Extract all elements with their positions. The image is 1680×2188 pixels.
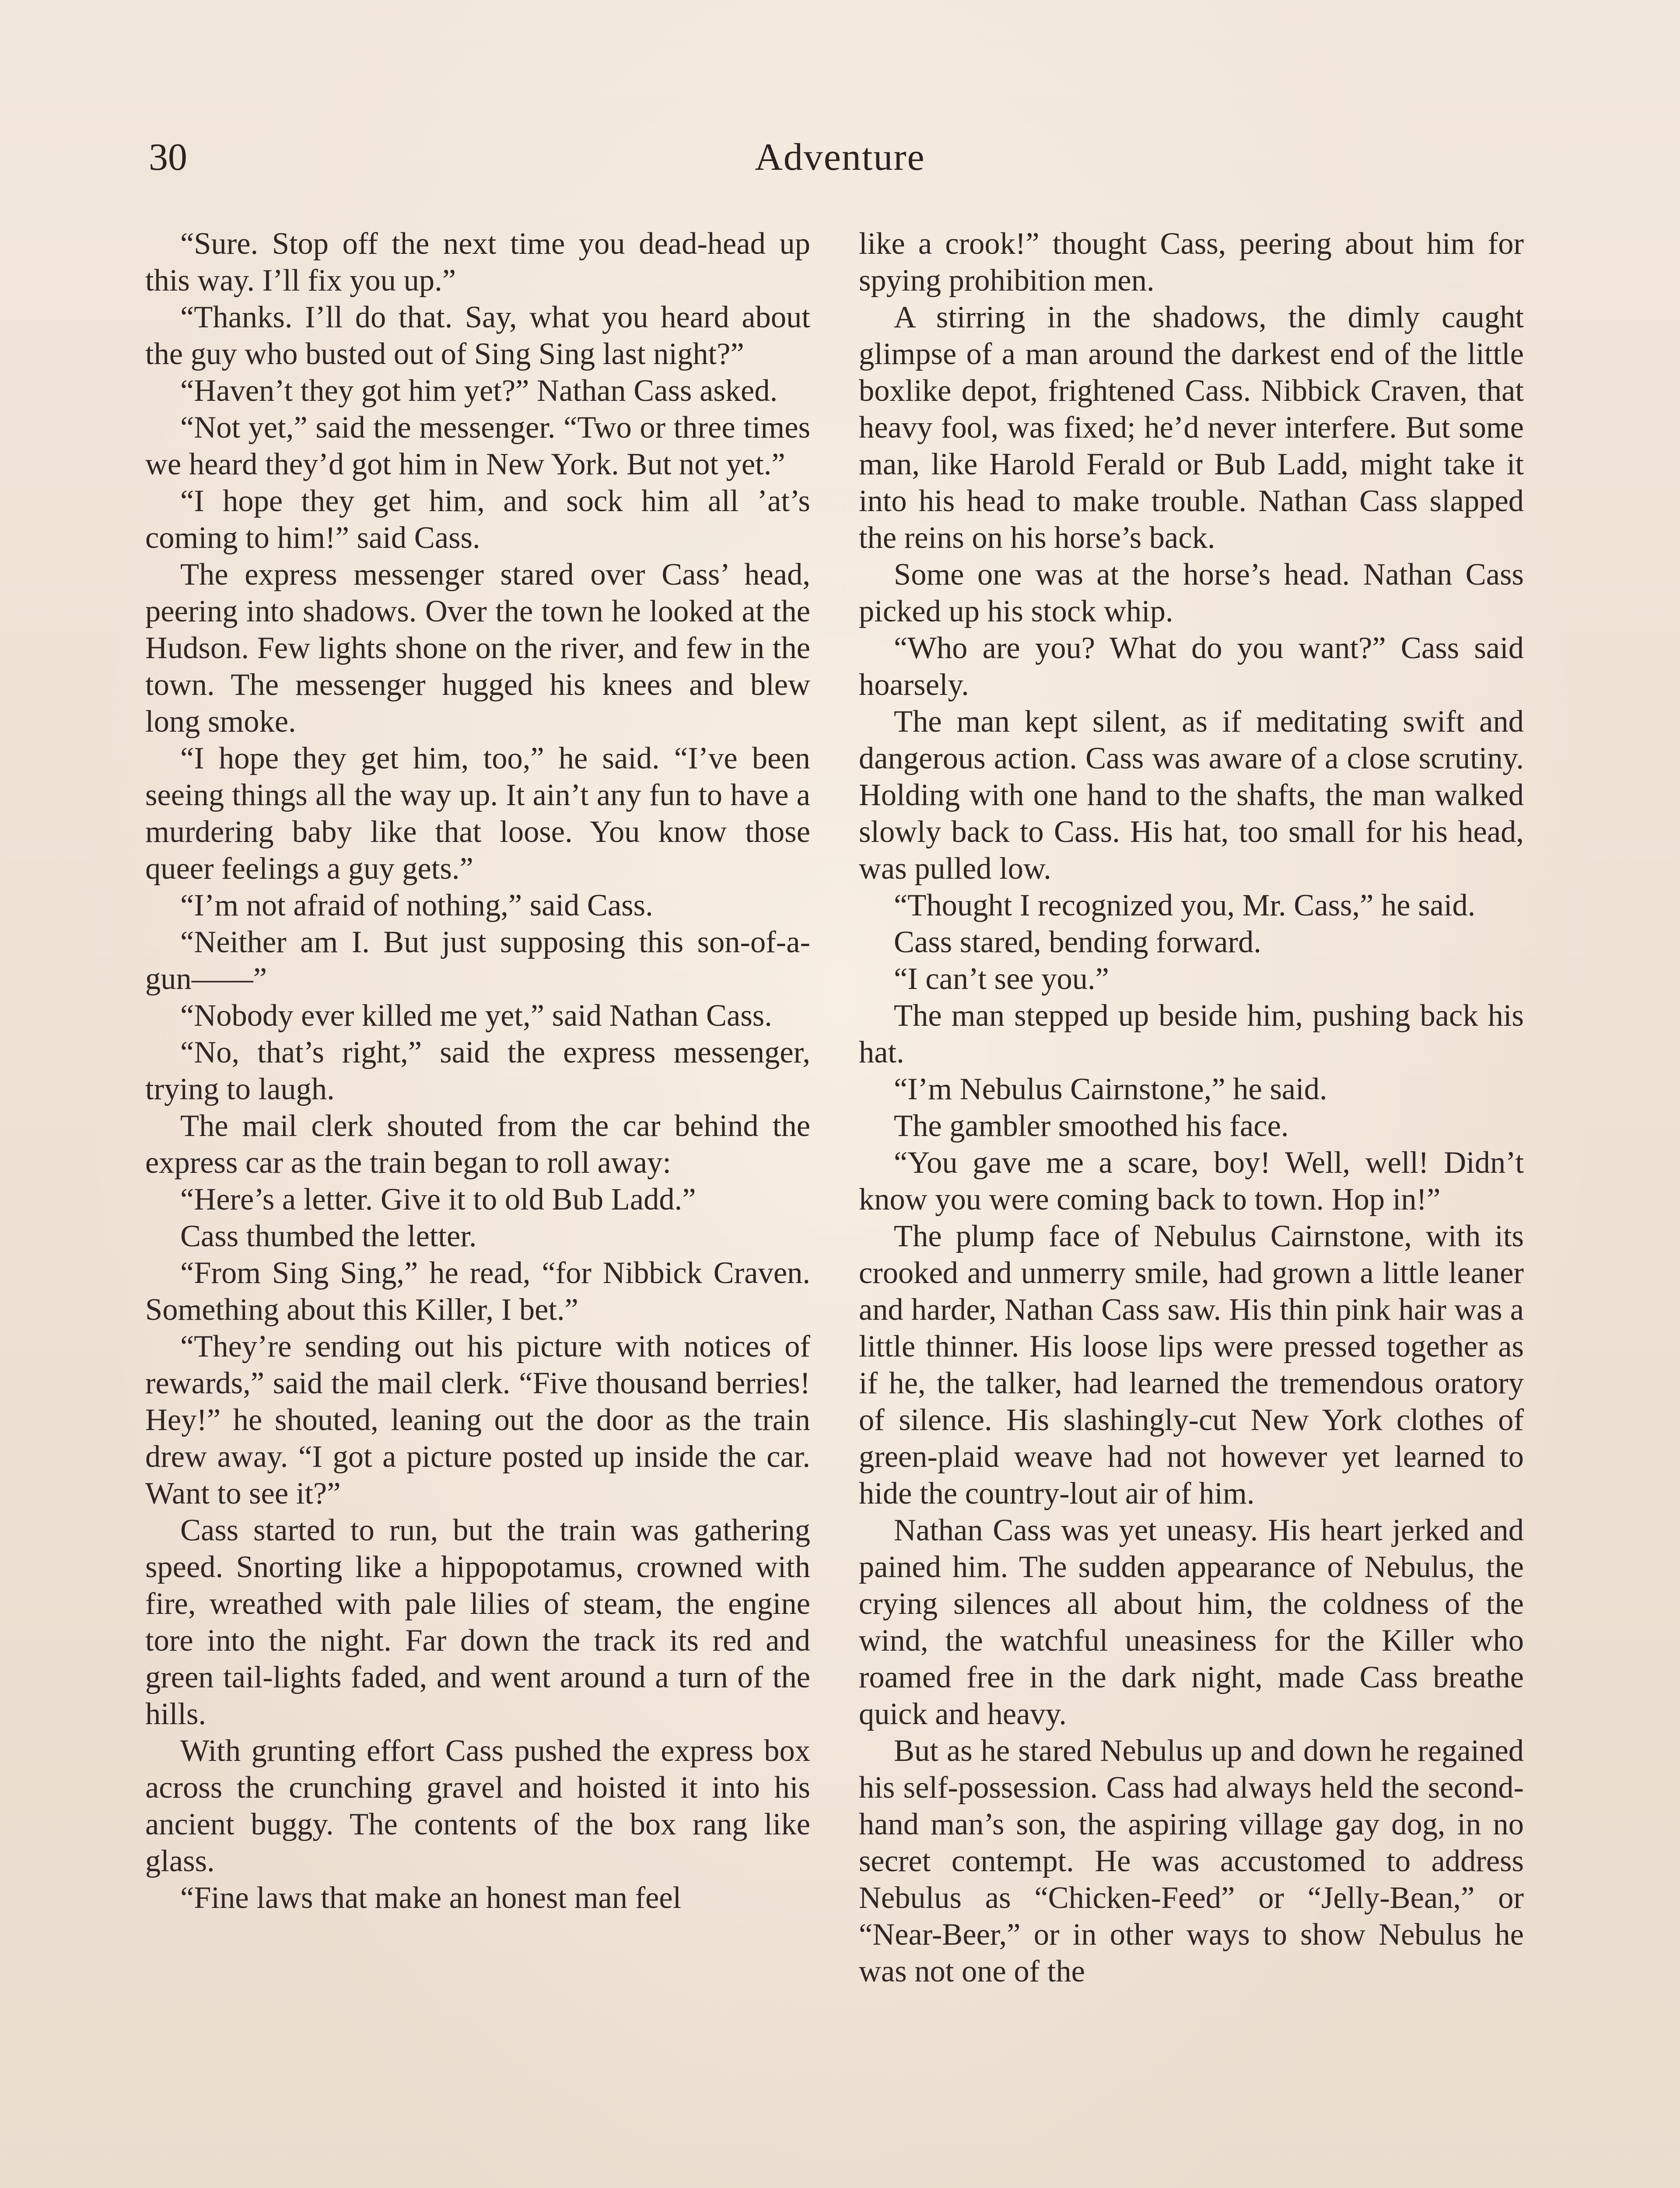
page-number: 30 [149, 136, 187, 179]
paragraph: The express messenger stared over Cass’ head, peering into shadows. Over the town he looked at the Hudson. Few lights shone on the river, and few in the town. The messenger hugged his knees and blew long smoke. [145, 558, 810, 739]
paragraph: “Here’s a letter. Give it to old Bub Ladd.” [180, 1182, 696, 1217]
paragraph: Cass stared, bending forward. [894, 925, 1261, 959]
paragraph: “Thought I recognized you, Mr. Cass,” he said. [894, 888, 1476, 922]
paragraph: The man kept silent, as if meditating swift and dangerous action. Cass was aware of a close scrutiny. Holding with one hand to the shafts, the man walked slowly back to Cass. His hat, too small for his head, was pulled low. [859, 705, 1524, 886]
paragraph: “Nobody ever killed me yet,” said Nathan Cass. [180, 999, 772, 1033]
paragraph: “From Sing Sing,” he read, “for Nibbick Craven. Something about this Killer, I bet.” [145, 1256, 810, 1327]
paragraph: “Neither am I. But just supposing this son-of-a-gun——” [145, 925, 810, 996]
paragraph: Cass started to run, but the train was gathering speed. Snorting like a hippopotamus, crowned with fire, wreathed with pale lilies of steam, the engine tore into the night. Far down the track its red and green tail-lights faded, and went around a turn of the hills. [145, 1513, 810, 1731]
paragraph: The gambler smoothed his face. [894, 1109, 1289, 1143]
paragraph: “Fine laws that make an honest man feel [180, 1881, 682, 1915]
paragraph: “Sure. Stop off the next time you dead-head up this way. I’ll fix you up.” [145, 227, 810, 298]
paragraph: “I hope they get him, too,” he said. “I’ve been seeing things all the way up. It ain’t any fun to have a murdering baby like that loose. You know those queer feelings a guy gets.” [145, 741, 810, 886]
magazine-title: Adventure [755, 136, 925, 179]
page-header [149, 131, 1531, 184]
paragraph: “Thanks. I’ll do that. Say, what you heard about the guy who busted out of Sing Sing last night?” [145, 300, 810, 371]
paragraph: “They’re sending out his picture with notices of rewards,” said the mail clerk. “Five thousand berries! Hey!” he shouted, leaning out the door as the train drew away. “I got a picture posted up inside the car. Want to see it?” [145, 1329, 810, 1511]
paragraph: “I can’t see you.” [894, 962, 1109, 996]
paragraph: The man stepped up beside him, pushing back his hat. [859, 999, 1524, 1069]
paragraph: Nathan Cass was yet uneasy. His heart jerked and pained him. The sudden appearance of Nebulus, the crying silences all about him, the coldness of the wind, the watchful uneasiness for the Killer who roamed free in the dark night, made Cass breathe quick and heavy. [859, 1513, 1524, 1731]
paragraph: With grunting effort Cass pushed the express box across the crunching gravel and hoisted it into his ancient buggy. The contents of the box rang like glass. [145, 1734, 810, 1878]
paragraph: “Haven’t they got him yet?” Nathan Cass asked. [180, 374, 778, 408]
paragraph: “Who are you? What do you want?” Cass said hoarsely. [859, 631, 1524, 702]
paragraph: Cass thumbed the letter. [180, 1219, 477, 1253]
paragraph: “I’m Nebulus Cairnstone,” he said. [894, 1072, 1327, 1106]
paragraph: “You gave me a scare, boy! Well, well! Didn’t know you were coming back to town. Hop in!” [859, 1146, 1524, 1217]
paragraph: like a crook!” thought Cass, peering about him for spying prohibition men. [859, 227, 1524, 298]
left-text-column [145, 225, 810, 1916]
paragraph: “No, that’s right,” said the express messenger, trying to laugh. [145, 1035, 810, 1106]
paragraph: The mail clerk shouted from the car behind the express car as the train began to roll away: [145, 1109, 810, 1180]
paragraph: “I hope they get him, and sock him all ’at’s coming to him!” said Cass. [145, 484, 810, 555]
paragraph: “I’m not afraid of nothing,” said Cass. [180, 888, 653, 922]
paragraph: “Not yet,” said the messenger. “Two or three times we heard they’d got him in New York. But not yet.” [145, 410, 810, 481]
paragraph: But as he stared Nebulus up and down he regained his self-possession. Cass had always held the second-hand man’s son, the aspiring village gay dog, in no secret contempt. He was accustomed to address Nebulus as “Chicken-Feed” or “Jelly-Bean,” or “Near-Beer,” or in other ways to show Nebulus he was not one of the [859, 1734, 1524, 1988]
right-text-column [859, 225, 1524, 1990]
paragraph: Some one was at the horse’s head. Nathan Cass picked up his stock whip. [859, 558, 1524, 628]
paragraph: The plump face of Nebulus Cairnstone, with its crooked and unmerry smile, had grown a little leaner and harder, Nathan Cass saw. His thin pink hair was a little thinner. His loose lips were pressed together as if he, the talker, had learned the tremendous oratory of silence. His slashingly-cut New York clothes of green-plaid weave had not however yet learned to hide the country-lout air of him. [859, 1219, 1524, 1511]
paragraph: A stirring in the shadows, the dimly caught glimpse of a man around the darkest end of the little boxlike depot, frightened Cass. Nibbick Craven, that heavy fool, was fixed; he’d never interfere. But some man, like Harold Ferald or Bub Ladd, might take it into his head to make trouble. Nathan Cass slapped the reins on his horse’s back. [859, 300, 1524, 555]
